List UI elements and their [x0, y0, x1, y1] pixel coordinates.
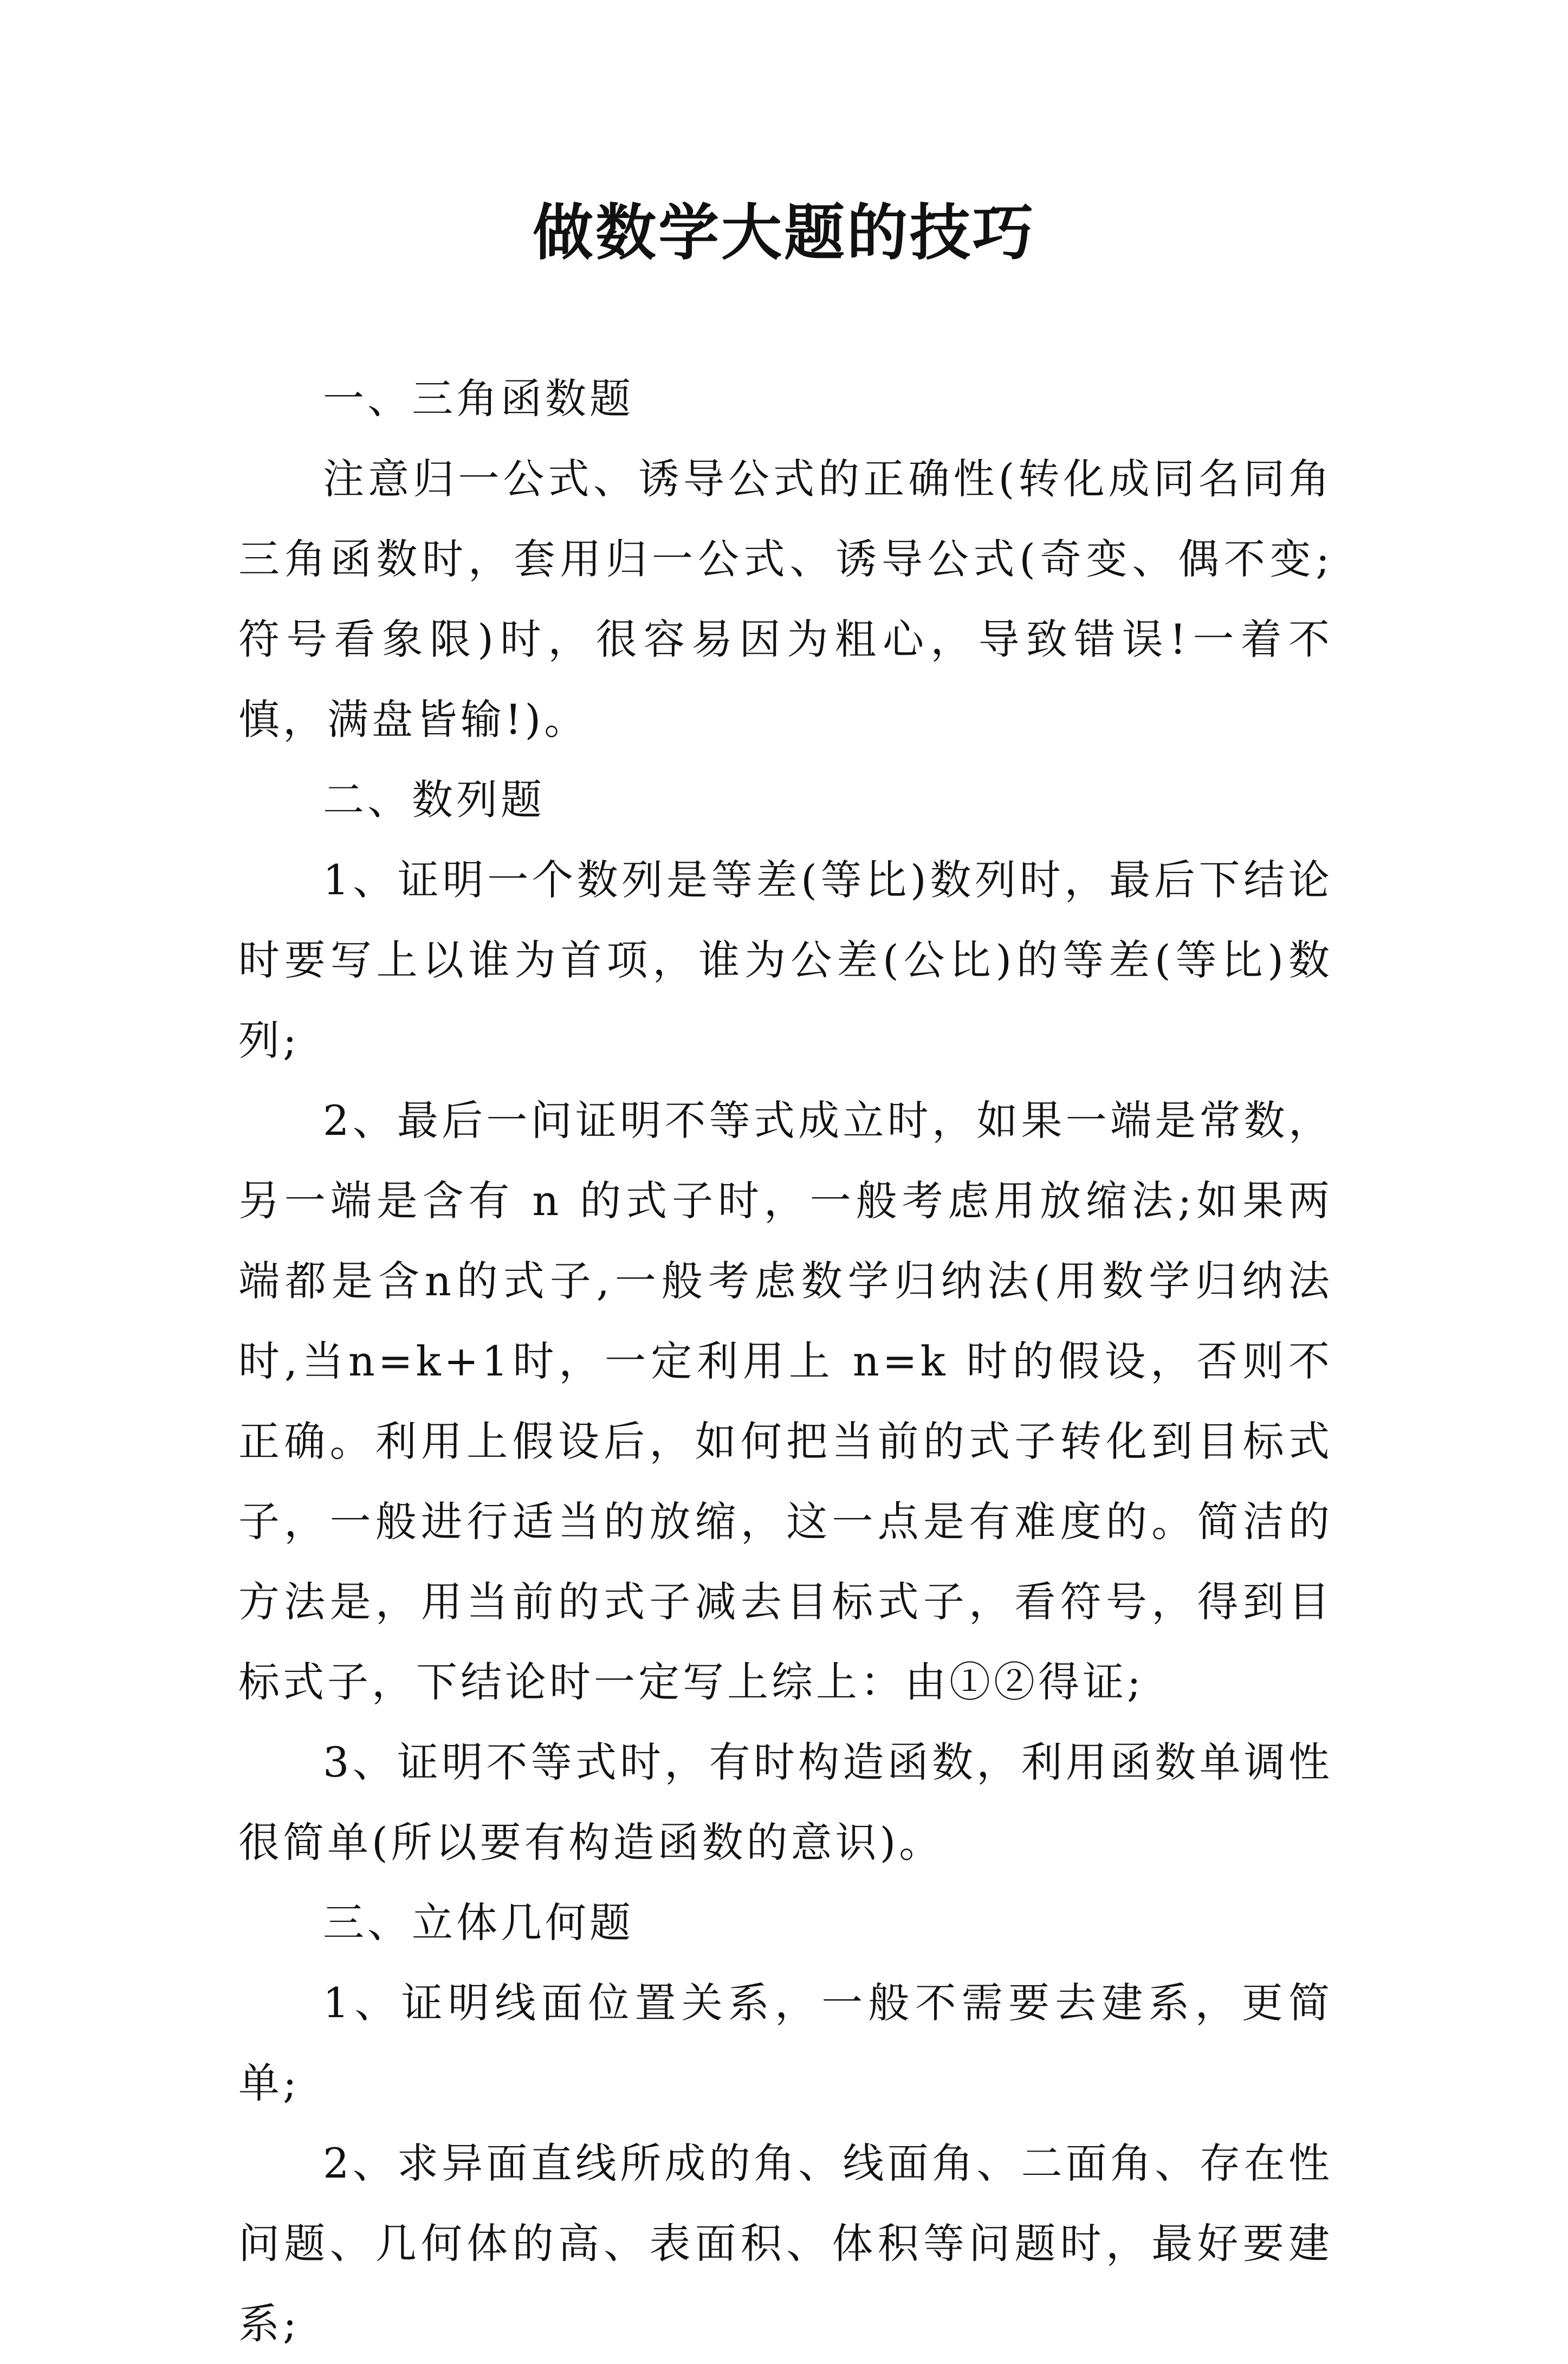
paragraph-geometry-1: 1、证明线面位置关系，一般不需要去建系，更简单;: [238, 1979, 1333, 2107]
document-title: 做数学大题的技巧: [533, 197, 1035, 268]
paragraph-sequence-3: 3、证明不等式时，有时构造函数，利用函数单调性很简单(所以要有构造函数的意识)。: [238, 1738, 1333, 1866]
paragraph-trig-formulas: 注意归一公式、诱导公式的正确性(转化成同名同角三角函数时，套用归一公式、诱导公式(奇变、偶不变;符号看象限)时，很容易因为粗心，导致错误!一着不慎，满盘皆输!)。: [238, 455, 1333, 744]
section-heading-sequence: 二、数列题: [323, 776, 545, 824]
section-heading-solid-geometry: 三、立体几何题: [323, 1898, 634, 1947]
section-heading-trig: 一、三角函数题: [323, 374, 634, 423]
document-body: [238, 359, 1333, 2364]
paragraph-geometry-2: 2、求异面直线所成的角、线面角、二面角、存在性问题、几何体的高、表面积、体积等问题时，最好要建系;: [238, 2139, 1333, 2348]
paragraph-sequence-1: 1、证明一个数列是等差(等比)数列时，最后下结论时要写上以谁为首项，谁为公差(公比)的等差(等比)数列;: [238, 856, 1333, 1064]
paragraph-sequence-2: 2、最后一问证明不等式成立时，如果一端是常数，另一端是含有 n 的式子时，一般考虑用放缩法;如果两端都是含n的式子,一般考虑数学归纳法(用数学归纳法时,当n=k+1时，一定利用上 n=k 时的假设，否则不正确。利用上假设后，如何把当前的式子转化到目标式子，一般进行适当的放缩，这一点是有难度的。简洁的方法是，用当前的式子减去目标式子，看符号，得到目标式子，下结论时一定写上综上：由①②得证;: [238, 1096, 1333, 1706]
